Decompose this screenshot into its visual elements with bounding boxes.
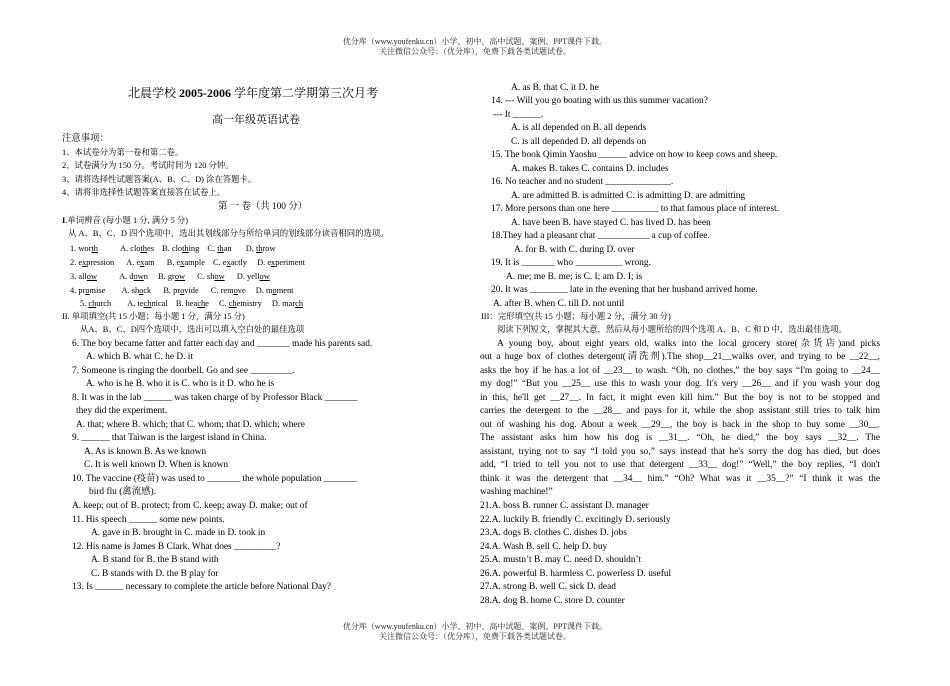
question-6: 6. The boy became fatter and fatter each day and _______ made his parents sad. — [72, 339, 373, 349]
notes-title: 注意事项： — [62, 134, 109, 144]
passage-line: think it was the detergent that __34__ him.” “Oh? What was it __35__?” “I think it was the — [480, 474, 880, 484]
passage-line: out of washing his dog. About a week __29__, the boy is back in the shop to buy some __30__. — [480, 420, 880, 430]
question-8-options: A. that; where B. which; that C. whom; that D. which; where — [76, 420, 305, 430]
question-11: 11. His speech ______ some new points. — [72, 515, 225, 525]
question-8: 8. It was in the lab ______ was taken charge of by Professor Black _______ — [72, 393, 358, 403]
question-6-options: A. which B. what C. he D. it — [86, 352, 194, 362]
question-9: 9. ______ that Taiwan is the largest island in China. — [72, 433, 267, 443]
choice-row-22: 22.A. luckily B. friendly C. excitingly D. seriously — [480, 515, 671, 525]
phonetics-row: 1. worth A. clothes B. clothing C. than D. throw — [70, 244, 276, 253]
question-13-options: A. as B. that C. it D. he — [511, 83, 599, 93]
volume-1-title: 第 一 卷（共 100 分） — [218, 202, 308, 212]
question-18-options: A. for B. with C. during D. over — [514, 245, 635, 255]
note-3: 3、请将选择性试题答案(A、B、C、D) 涂在答题卡。 — [62, 175, 257, 184]
question-16: 16. No teacher and no student ______________. — [491, 177, 674, 187]
phonetics-row: 2. expression A. exam B. example C. exactly D. experiment — [70, 258, 305, 267]
section-2-instruction: 从A、B、C、D四个选项中，选出可以填入空白处的最佳选项 — [80, 325, 305, 334]
section-3-instruction: 阅读下列短文，掌握其大意，然后从每小题所给的四个选项 A、B、C 和 D 中，选出最佳选项。 — [497, 325, 847, 334]
question-8-cont: they did the experiment. — [76, 406, 168, 416]
passage-line: in this, he'll get __27__. In fact, it might even kill him.” But the boy is not to be stopped and — [480, 393, 880, 403]
section-1-instruction: 从 A、B、C、D 四个选项中，选出其划线部分与所给单词的划线部分读音相同的选项。 — [68, 229, 389, 238]
question-9-options-1: A. As is known B. As we known — [84, 447, 207, 457]
question-7-options: A. who is he B. who it is C. who is it D. who he is — [86, 379, 275, 389]
note-4: 4、请将非选择性试题答案直接答在试卷上。 — [62, 188, 226, 197]
note-1: 1、本试卷分为第一卷和第二卷。 — [62, 148, 184, 157]
passage-line: add, “I tried to tell you not to use that detergent __33__ dog!” “Well,” the boy replies, “I don't — [480, 460, 880, 470]
note-2: 2、试卷满分为 150 分。考试时间为 120 分钟。 — [62, 161, 234, 170]
question-19-options: A. me; me B. me; is C. I; am D. I; is — [506, 272, 643, 282]
question-7: 7. Someone is ringing the doorbell. Go and see _________. — [72, 366, 295, 376]
phonetics-row: 4. promise A. shock B. provide C. remove D. moment — [70, 286, 294, 295]
phonetics-row: 5. church A. technical B. heache C. chemistry D. march — [80, 299, 304, 308]
question-20: 20. It was ________ late in the evening that her husband arrived home. — [491, 285, 758, 295]
question-16-options: A. are admitted B. is admitted C. is admitting D. are admitting — [511, 191, 746, 201]
exam-title: 北晨学校 2005-2006 学年度第二学期第三次月考 — [128, 86, 379, 100]
question-11-options: A. gave in B. brought in C. made in D. took in — [91, 528, 266, 538]
question-17: 17. More persons than one here __________ to that famous place of interest. — [491, 204, 779, 214]
question-10-options: A. keep; out of B. protect; from C. keep; away D. make; out of — [72, 501, 308, 511]
question-14-options-2: C. is all depended D. all depends on — [511, 137, 647, 147]
question-12-options-1: A. B stand for B. the B stand with — [91, 555, 219, 565]
question-14-options-1: A. is all depended on B. all depends — [511, 123, 647, 133]
passage-line: out a huge box of clothes detergent(清洗剂).The shop__21__walks over, and trying to be __22__, — [480, 352, 880, 362]
section-3-heading: III：完形填空(共 15 小题；每小题 2 分，满分 30 分) — [481, 312, 671, 321]
passage-line: my dog!” “But you __25__ use this to wash your dog. It's very __26__ and if you wash your dog — [480, 379, 880, 389]
page-header — [0, 37, 950, 57]
question-20-options: A. after B. when C. till D. not until — [493, 299, 625, 309]
choice-row-21: 21.A. boss B. runner C. assistant D. manager — [480, 501, 649, 511]
footer-line-1: 优分库（www.youfenku.cn）小学、初中、高中试题、案例、PPT课件下载。 — [342, 622, 608, 631]
question-12-options-2: C. B stands with D. the B play for — [91, 569, 219, 579]
footer-line-2: 关注微信公众号：（优分库），免费下载各类试题试卷。 — [379, 632, 571, 641]
question-17-options: A. have been B. have stayed C. has lived D. has been — [511, 218, 711, 228]
passage-line: The assistant asks him how his dog is __31__. “Oh, he died,” the boy says __32__. The — [480, 433, 880, 443]
question-14: 14. --- Will you go boating with us this summer vacation? — [491, 96, 708, 106]
header-line-2: 关注微信公众号：（优分库），免费下载各类试题试卷。 — [379, 47, 571, 56]
phonetics-row: 3. allow A. down B. grow C. show D. yellow — [70, 272, 270, 281]
question-19: 19. It is _______ who __________ wrong. — [491, 258, 651, 268]
question-12: 12. His name is James B Clark. What does _________? — [72, 542, 281, 552]
header-line-1: 优分库（www.youfenku.cn）小学、初中、高中试题、案例、PPT课件下载。 — [342, 37, 608, 46]
choice-row-26: 26.A. powerful B. harmless C. powerless D. useful — [480, 569, 672, 579]
choice-row-28: 28.A. dog B. home C. store D. counter — [480, 596, 625, 606]
choice-row-25: 25.A. mustn’t B. may C. need D. shouldn’t — [480, 555, 642, 565]
choice-row-24: 24.A. Wash B. sell C. help D. buy — [480, 542, 608, 552]
section-1-heading: I.单词辨音 (每小题 1 分, 满分 5 分) — [62, 216, 189, 225]
passage-line: washing machine!” — [480, 487, 553, 497]
question-15-options: A. makes B. takes C. contains D. includes — [511, 164, 669, 174]
choice-row-23: 23.A. dogs B. clothes C. dishes D. jobs — [480, 528, 627, 538]
question-15: 15. The book Qimin Yaoshu ______ advice on how to keep cows and sheep. — [491, 150, 778, 160]
question-18: 18.They had a pleasant chat ___________ a cup of coffee. — [491, 231, 710, 241]
question-10: 10. The vaccine (疫苗) was used to _______ the whole population _______ — [72, 474, 357, 484]
page-footer — [0, 622, 950, 642]
question-13: 13. Is ______ necessary to complete the article before National Day? — [72, 582, 332, 592]
question-9-options-2: C. It is well known D. When is known — [84, 460, 229, 470]
exam-subtitle: 高一年级英语试卷 — [212, 114, 300, 126]
question-14-cont: --- It ______. — [493, 110, 544, 120]
question-10-cont: bird flu (禽流感). — [89, 487, 156, 497]
passage-line: assistant, trying not to say “I told you so,” says instead that he's sorry the dog has died, but does — [480, 447, 880, 457]
section-2-heading: II. 单项填空(共 15 小题；每小题 1 分，满分 15 分) — [62, 312, 245, 321]
choice-row-27: 27.A. strong B. well C. sick D. dead — [480, 582, 616, 592]
passage-line: carries the detergent to the __28__ and pays for it, while the shop assistant still tries to talk him — [480, 406, 880, 416]
passage-line: A young boy, about eight years old, walks into the local grocery store(杂货店)and picks — [497, 339, 880, 349]
passage-line: asks the boy if he has a lot of __23__ to wash. “Oh, no clothes,” the boy says “I'm going to __24__ — [480, 366, 880, 376]
